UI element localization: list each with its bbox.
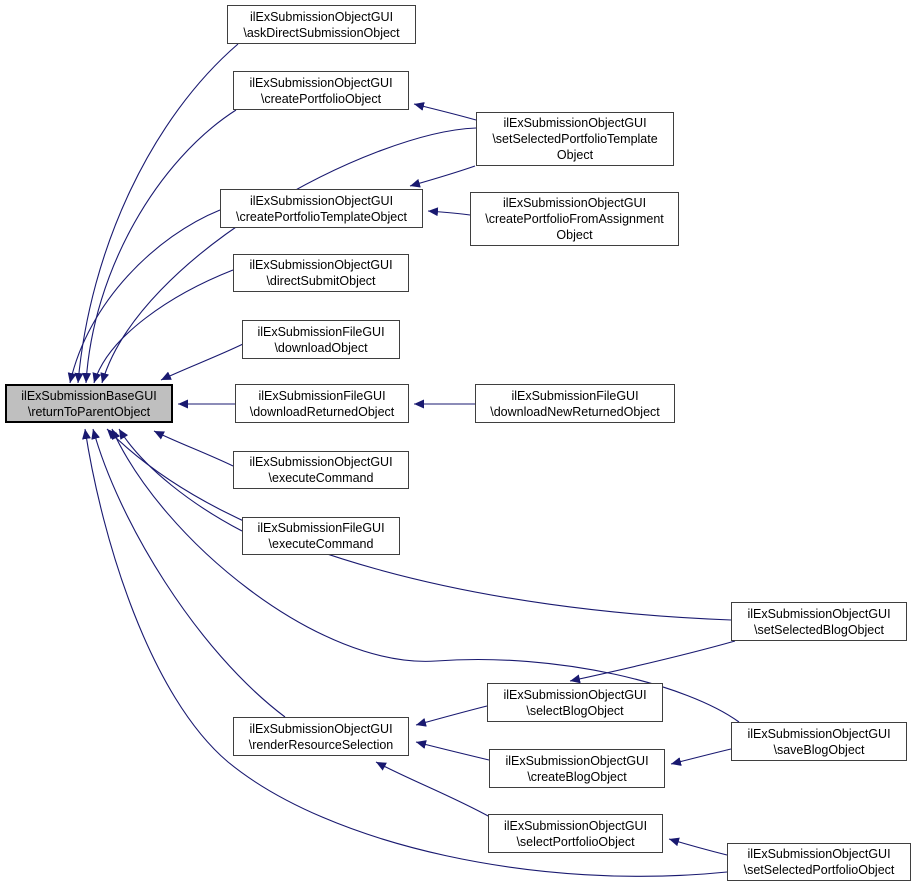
node-method-label: \setSelectedPortfolioTemplate bbox=[492, 132, 658, 146]
node-method-label: \selectBlogObject bbox=[526, 703, 624, 718]
edge-ask-direct-submission-to-return-to-parent bbox=[78, 44, 238, 383]
node-save-blog[interactable] bbox=[731, 722, 907, 761]
node-create-portfolio[interactable] bbox=[233, 71, 409, 110]
node-select-portfolio[interactable] bbox=[488, 814, 663, 853]
node-class-label: ilExSubmissionBaseGUI bbox=[21, 388, 157, 403]
node-class-label: ilExSubmissionObjectGUI bbox=[503, 116, 647, 130]
node-download[interactable] bbox=[242, 320, 400, 359]
edge-set-selected-portfolio-to-return-to-parent bbox=[85, 429, 727, 876]
edge-set-selected-portfolio-to-select-portfolio bbox=[669, 839, 727, 855]
node-download-returned[interactable] bbox=[235, 384, 409, 423]
node-class-label: ilExSubmissionFileGUI bbox=[511, 388, 639, 403]
node-create-portfolio-template[interactable] bbox=[220, 189, 423, 228]
edge-download-to-return-to-parent bbox=[161, 344, 243, 380]
node-class-label: ilExSubmissionObjectGUI bbox=[249, 193, 394, 208]
node-set-selected-blog[interactable] bbox=[731, 602, 907, 641]
node-method-label: \createBlogObject bbox=[527, 769, 627, 784]
node-set-selected-portfolio[interactable] bbox=[727, 843, 911, 881]
node-download-new-returned[interactable] bbox=[475, 384, 675, 423]
edge-save-blog-to-return-to-parent bbox=[112, 429, 739, 722]
edge-set-selected-blog-to-return-to-parent bbox=[107, 429, 731, 620]
node-method-label: \returnToParentObject bbox=[27, 404, 151, 419]
node-method-label: \executeCommand bbox=[268, 537, 374, 551]
node-class-label: ilExSubmissionObjectGUI bbox=[249, 455, 393, 469]
edge-select-blog-to-render-resource-selection bbox=[416, 706, 487, 725]
node-method-label: Object bbox=[556, 148, 594, 162]
node-method-label: \setSelectedPortfolioObject bbox=[743, 863, 895, 877]
edge-create-portfolio-to-return-to-parent bbox=[86, 110, 236, 383]
node-class-label: ilExSubmissionFileGUI bbox=[257, 521, 385, 535]
node-class-label: ilExSubmissionObjectGUI bbox=[747, 847, 891, 861]
node-set-selected-portfolio-template[interactable] bbox=[476, 112, 674, 166]
node-method-label: \createPortfolioTemplateObject bbox=[236, 209, 407, 224]
edge-save-blog-to-create-blog bbox=[671, 749, 731, 764]
node-method-label: \renderResourceSelection bbox=[248, 737, 394, 752]
edge-set-selected-portfolio-template-to-create-portfolio-template bbox=[410, 166, 475, 186]
node-method-label: \executeCommand bbox=[268, 471, 374, 485]
node-method-label: \downloadReturnedObject bbox=[249, 404, 395, 419]
node-execute-command-file[interactable] bbox=[242, 517, 400, 555]
node-class-label: ilExSubmissionObjectGUI bbox=[503, 687, 647, 702]
node-class-label: ilExSubmissionFileGUI bbox=[258, 388, 386, 403]
node-class-label: ilExSubmissionObjectGUI bbox=[249, 721, 393, 736]
node-class-label: ilExSubmissionObjectGUI bbox=[249, 258, 393, 272]
edge-select-portfolio-to-render-resource-selection bbox=[376, 762, 490, 817]
node-method-label: \downloadObject bbox=[274, 340, 368, 355]
node-method-label: \createPortfolioFromAssignment bbox=[485, 212, 664, 226]
node-class-label: ilExSubmissionObjectGUI bbox=[747, 606, 891, 621]
node-class-label: ilExSubmissionObjectGUI bbox=[502, 196, 647, 210]
node-method-label: \directSubmitObject bbox=[266, 274, 376, 288]
node-class-label: ilExSubmissionFileGUI bbox=[257, 324, 385, 339]
edge-execute-command-file-to-return-to-parent bbox=[119, 429, 242, 531]
node-method-label: \setSelectedBlogObject bbox=[754, 622, 884, 637]
node-class-label: ilExSubmissionObjectGUI bbox=[249, 75, 393, 90]
node-create-blog[interactable] bbox=[489, 749, 665, 788]
edge-create-portfolio-from-assignment-to-create-portfolio-template bbox=[428, 211, 470, 215]
edge-execute-command-object-to-return-to-parent bbox=[154, 431, 233, 466]
node-method-label: \askDirectSubmissionObject bbox=[243, 25, 400, 40]
node-direct-submit[interactable] bbox=[233, 254, 409, 292]
node-class-label: ilExSubmissionObjectGUI bbox=[249, 9, 394, 24]
node-create-portfolio-from-assignment[interactable] bbox=[470, 192, 679, 246]
node-method-label: Object bbox=[556, 228, 593, 242]
edge-set-selected-blog-to-select-blog bbox=[570, 641, 735, 681]
node-ask-direct-submission[interactable] bbox=[227, 5, 416, 44]
node-return-to-parent bbox=[5, 384, 173, 423]
node-method-label: \selectPortfolioObject bbox=[516, 834, 635, 849]
node-class-label: ilExSubmissionObjectGUI bbox=[503, 818, 648, 833]
node-method-label: \downloadNewReturnedObject bbox=[490, 404, 660, 419]
node-render-resource-selection[interactable] bbox=[233, 717, 409, 756]
edge-set-selected-portfolio-template-to-create-portfolio bbox=[414, 104, 476, 120]
node-method-label: \createPortfolioObject bbox=[260, 91, 382, 106]
node-class-label: ilExSubmissionObjectGUI bbox=[505, 753, 649, 768]
node-select-blog[interactable] bbox=[487, 683, 663, 722]
node-class-label: ilExSubmissionObjectGUI bbox=[747, 726, 891, 741]
edge-create-blog-to-render-resource-selection bbox=[416, 742, 489, 760]
node-execute-command-object[interactable] bbox=[233, 451, 409, 489]
node-method-label: \saveBlogObject bbox=[773, 742, 865, 757]
